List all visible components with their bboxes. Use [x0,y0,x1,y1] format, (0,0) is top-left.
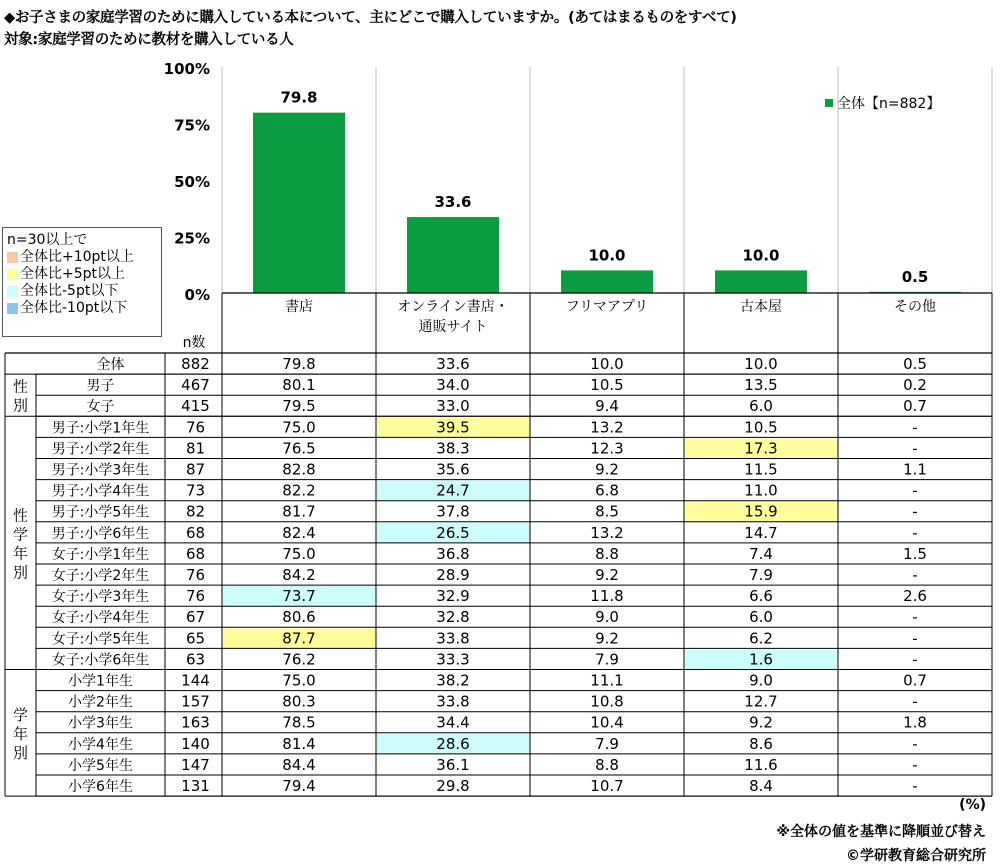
row-n-value: 140 [181,734,210,753]
row-n-value: 76 [185,587,206,606]
row-label: 男子:小学2年生 [51,441,150,458]
cell-value: - [912,523,918,542]
n-header: n数 [182,335,206,351]
row-label: 男子:小学6年生 [51,525,150,542]
cell-value: 87.7 [282,629,316,648]
cell-value: 75.0 [282,671,316,690]
row-n-value: 63 [185,650,206,669]
bar [407,217,499,293]
cell-value: 82.4 [282,523,316,542]
cell-value: 8.8 [595,544,619,563]
cell-value: 17.3 [744,439,778,458]
cell-value: 79.5 [282,397,316,416]
row-label: 小学5年生 [68,757,133,774]
cell-value: - [912,502,918,521]
cell-value: 1.5 [903,544,927,563]
cell-value: 12.7 [744,692,778,711]
cell-value: 32.8 [436,608,470,627]
swatch-minus5 [7,286,18,297]
row-label: 女子:小学4年生 [51,610,150,627]
cell-value: 8.8 [595,755,619,774]
unit-note: (%) [959,797,986,813]
row-label: 男子:小学1年生 [51,420,150,437]
cell-value: 24.7 [436,481,470,500]
y-tick-label: 0% [184,286,210,304]
cell-value: 10.5 [744,418,778,437]
cell-value: 11.0 [744,481,778,500]
cell-value: 39.5 [436,418,470,437]
cell-value: 81.7 [282,502,316,521]
cell-value: - [912,629,918,648]
cell-value: 9.4 [595,397,619,416]
chart-subtitle: 対象:家庭学習のために教材を購入している人 [4,32,294,48]
bar-value-label: 10.0 [742,246,780,265]
cell-value: 7.9 [595,734,619,753]
cell-value: 33.3 [436,650,470,669]
cell-value: 8.5 [595,502,619,521]
highlight-legend-label: 全体比-5pt以下 [20,283,119,299]
cell-value: 1.1 [903,460,927,479]
cell-value: 38.3 [436,439,470,458]
row-label: 女子 [86,399,115,416]
chart-title: ◆お子さまの家庭学習のために購入している本について、主にどこで購入していますか。(あてはまるものをすべて) [4,10,737,26]
row-n-value: 73 [185,481,206,500]
group-label-char: 性 [12,377,29,396]
row-n-value: 82 [185,502,206,521]
cell-value: 8.6 [749,734,773,753]
cell-value: 84.2 [282,566,316,584]
row-n-value: 76 [185,566,206,584]
highlight-legend-label: 全体比-10pt以下 [20,300,128,316]
cell-value: 8.4 [749,777,773,795]
cell-value: 75.0 [282,418,316,437]
cell-value: - [912,481,918,500]
cell-value: - [912,734,918,753]
row-n-value: 144 [181,671,210,690]
row-n-value: 81 [185,439,206,458]
cell-value: 9.0 [595,608,619,627]
cell-value: 7.9 [749,566,773,584]
cell-value: 15.9 [744,502,778,521]
cell-value: 6.6 [749,587,773,606]
cell-value: 6.0 [749,608,773,627]
cell-value: 81.4 [282,734,316,753]
cell-value: - [912,418,918,437]
y-tick-label: 100% [163,60,210,78]
cell-value: 7.4 [749,544,773,563]
cell-value: 79.8 [282,355,316,373]
row-n-value: 65 [185,629,206,648]
row-n-value: 76 [185,418,206,437]
cell-value: 10.0 [744,355,778,373]
cell-value: 9.2 [749,713,773,732]
cell-value: - [912,608,918,627]
column-header: 書店 [285,299,313,315]
highlight-legend-label: 全体比+10pt以上 [20,249,134,265]
bar-value-label: 0.5 [901,267,929,286]
group-label-char: 学 [12,705,29,724]
row-n-value: 467 [181,376,210,395]
cell-value: 11.1 [590,671,624,690]
cell-value: 0.2 [903,376,927,395]
bar-value-label: 33.6 [434,193,472,212]
row-label: 小学4年生 [68,736,133,753]
cell-value: 73.7 [282,587,316,606]
cell-value: 78.5 [282,713,316,732]
row-label: 男子:小学5年生 [51,504,150,521]
cell-value: 82.2 [282,481,316,500]
cell-value: 29.8 [436,777,470,795]
row-label: 女子:小学6年生 [51,652,150,669]
row-n-value: 147 [181,755,210,774]
row-label: 小学3年生 [68,715,133,732]
group-label-char: 年 [12,544,29,563]
row-label: 全体 [96,357,125,373]
group-label-char: 年 [12,724,29,743]
cell-value: 35.6 [436,460,470,479]
cell-value: 11.8 [590,587,624,606]
cell-value: 26.5 [436,523,470,542]
column-header: 通販サイト [418,319,488,335]
cell-value: 14.7 [744,523,778,542]
copyright: ©学研教育総合研究所 [846,848,986,864]
highlight-legend-label: 全体比+5pt以上 [20,266,126,282]
cell-value: 10.0 [590,355,624,373]
row-n-value: 157 [181,692,210,711]
row-n-value: 67 [185,608,206,627]
cell-value: 0.7 [903,397,927,416]
cell-value: 13.5 [744,376,778,395]
cell-value: 10.8 [590,692,624,711]
row-n-value: 87 [185,460,206,479]
cell-value: 34.4 [436,713,470,732]
row-label: 小学1年生 [68,673,133,690]
swatch-minus10 [7,303,18,314]
column-header: その他 [894,299,936,315]
cell-value: 28.6 [436,734,470,753]
cell-value: 33.6 [436,355,470,373]
cell-value: 11.5 [744,460,778,479]
bar [715,270,807,293]
highlight-legend-item [7,249,157,266]
swatch-plus5 [7,269,18,280]
cell-value: 38.2 [436,671,470,690]
series-legend-swatch [825,99,833,107]
bar-value-label: 10.0 [588,246,626,265]
highlight-legend [2,227,162,337]
cell-value: 1.8 [903,713,927,732]
cell-value: 80.1 [282,376,316,395]
highlight-legend-item [7,266,157,283]
highlight-legend-item [7,300,157,317]
y-tick-label: 25% [174,229,210,248]
cell-value: - [912,692,918,711]
group-label-char: 学 [12,525,29,544]
row-label: 男子 [86,378,115,395]
cell-value: 10.5 [590,376,624,395]
row-n-value: 68 [185,523,206,542]
cell-value: 9.2 [595,629,619,648]
cell-value: 28.9 [436,566,470,584]
cell-value: 10.7 [590,777,624,795]
row-n-value: 131 [181,777,210,795]
cell-value: 9.2 [595,566,619,584]
group-label-char: 別 [12,396,29,415]
cell-value: - [912,439,918,458]
cell-value: - [912,650,918,669]
cell-value: 36.1 [436,755,470,774]
y-tick-label: 50% [174,173,210,191]
row-label: 男子:小学3年生 [51,462,150,479]
row-label: 女子:小学5年生 [51,631,150,648]
swatch-plus10 [7,252,18,263]
bar [253,113,345,293]
row-label: 女子:小学3年生 [51,589,150,606]
bar [561,270,653,293]
cell-value: 84.4 [282,755,316,774]
cell-value: 76.2 [282,650,316,669]
row-label: 女子:小学1年生 [51,546,150,563]
row-n-value: 415 [181,397,210,416]
row-label: 小学6年生 [68,779,133,795]
cell-value: 37.8 [436,502,470,521]
cell-value: 79.4 [282,777,316,795]
cell-value: - [912,566,918,584]
cell-value: 12.3 [590,439,624,458]
cell-value: 33.8 [436,629,470,648]
cell-value: 33.8 [436,692,470,711]
row-n-value: 68 [185,544,206,563]
cell-value: 34.0 [436,376,470,395]
cell-value: 13.2 [590,418,624,437]
cell-value: 11.6 [744,755,778,774]
cell-value: 6.0 [749,397,773,416]
y-tick-label: 75% [174,116,210,135]
cell-value: 80.6 [282,608,316,627]
group-label-char: 別 [12,563,29,582]
column-header: フリマアプリ [565,299,649,315]
cell-value: 33.0 [436,397,470,416]
cell-value: 9.2 [595,460,619,479]
cell-value: 0.7 [903,671,927,690]
cell-value: 13.2 [590,523,624,542]
cell-value: 7.9 [595,650,619,669]
cell-value: 10.4 [590,713,624,732]
row-label: 小学2年生 [68,694,133,711]
cell-value: 32.9 [436,587,470,606]
cell-value: 75.0 [282,544,316,563]
cell-value: 0.5 [903,355,927,373]
cell-value: 6.2 [749,629,773,648]
row-n-value: 882 [181,355,210,373]
series-legend-label: 全体【n=882】 [837,96,941,112]
bar-value-label: 79.8 [280,88,318,107]
cell-value: - [912,777,918,795]
cell-value: 82.8 [282,460,316,479]
column-header: 古本屋 [740,299,782,315]
highlight-legend-item [7,283,157,300]
cell-value: 80.3 [282,692,316,711]
cell-value: - [912,755,918,774]
cell-value: 76.5 [282,439,316,458]
group-label-char: 性 [12,506,29,525]
cell-value: 9.0 [749,671,773,690]
cell-value: 1.6 [749,650,773,669]
row-label: 男子:小学4年生 [51,483,150,500]
column-header: オンライン書店・ [397,299,509,315]
cell-value: 2.6 [903,587,927,606]
highlight-legend-heading: n=30以上で [7,232,88,248]
row-n-value: 163 [181,713,210,732]
row-label: 女子:小学2年生 [51,568,150,584]
group-label-char: 別 [12,743,29,762]
cell-value: 6.8 [595,481,619,500]
sort-note: ※全体の値を基準に降順並び替え [776,824,986,840]
cell-value: 36.8 [436,544,470,563]
